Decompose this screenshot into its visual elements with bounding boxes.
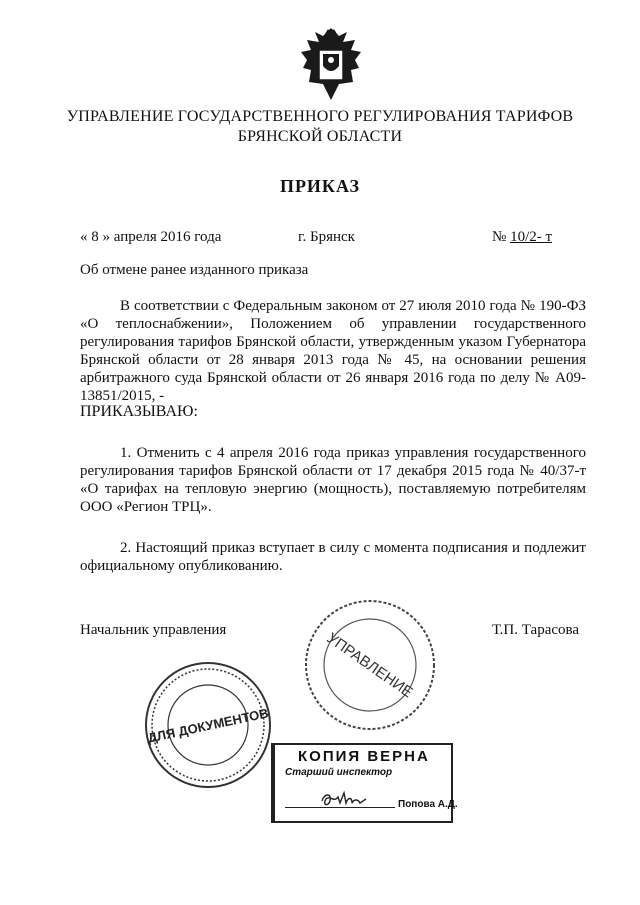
signatory-name: Т.П. Тарасова bbox=[492, 622, 580, 638]
document-date: « 8 » апреля 2016 года bbox=[80, 229, 222, 245]
document-number bbox=[492, 229, 552, 246]
copy-verified-title: КОПИЯ ВЕРНА bbox=[298, 748, 430, 765]
document-title: ПРИКАЗ bbox=[279, 176, 361, 196]
copy-verified-name: Попова А.Д. bbox=[398, 799, 458, 810]
number-value: 10/2- т bbox=[510, 229, 553, 245]
round-seal-stamp bbox=[303, 598, 437, 732]
stamp2-label: ДЛЯ ДОКУМЕНТОВ bbox=[146, 705, 270, 746]
number-prefix: № bbox=[492, 229, 507, 245]
handwritten-signature-icon bbox=[318, 787, 370, 809]
stamp1-label: УПРАВЛЕНИЕ bbox=[323, 629, 416, 702]
org-name-line2: БРЯНСКОЙ ОБЛАСТИ bbox=[237, 128, 403, 145]
document-city: г. Брянск bbox=[298, 229, 355, 245]
documents-seal-stamp bbox=[143, 660, 273, 790]
order-item-1: 1. Отменить с 4 апреля 2016 года приказ управления государственного регулирования тарифов Брянской области от 17 декабря 2015 года № 40/37-т «О тарифах на тепловую энергию (мощность), поставляемую потребителям ООО «Регион ТРЦ». bbox=[80, 445, 586, 515]
coat-of-arms-icon bbox=[293, 24, 369, 104]
org-name-line1: УПРАВЛЕНИЕ ГОСУДАРСТВЕННОГО РЕГУЛИРОВАНИЯ ТАРИФОВ bbox=[66, 108, 574, 125]
order-item-2: 2. Настоящий приказ вступает в силу с момента подписания и подлежит официальному опубликованию. bbox=[80, 540, 586, 574]
copy-verified-role: Старший инспектор bbox=[285, 767, 393, 778]
order-word: ПРИКАЗЫВАЮ: bbox=[80, 403, 198, 420]
preamble-paragraph: В соответствии с Федеральным законом от 27 июля 2010 года № 190-ФЗ «О теплоснабжении», Положением об управлении государственного регулирования тарифов Брянской области, утвержденным указом Губернатора Брянской области от 28 января 2013 года № 45, на основании решения арбитражного суда Брянской области от 26 января 2016 года по делу № А09-13851/2015, - bbox=[80, 298, 586, 404]
signatory-role: Начальник управления bbox=[80, 622, 227, 638]
document-subject: Об отмене ранее изданного приказа bbox=[80, 262, 309, 278]
